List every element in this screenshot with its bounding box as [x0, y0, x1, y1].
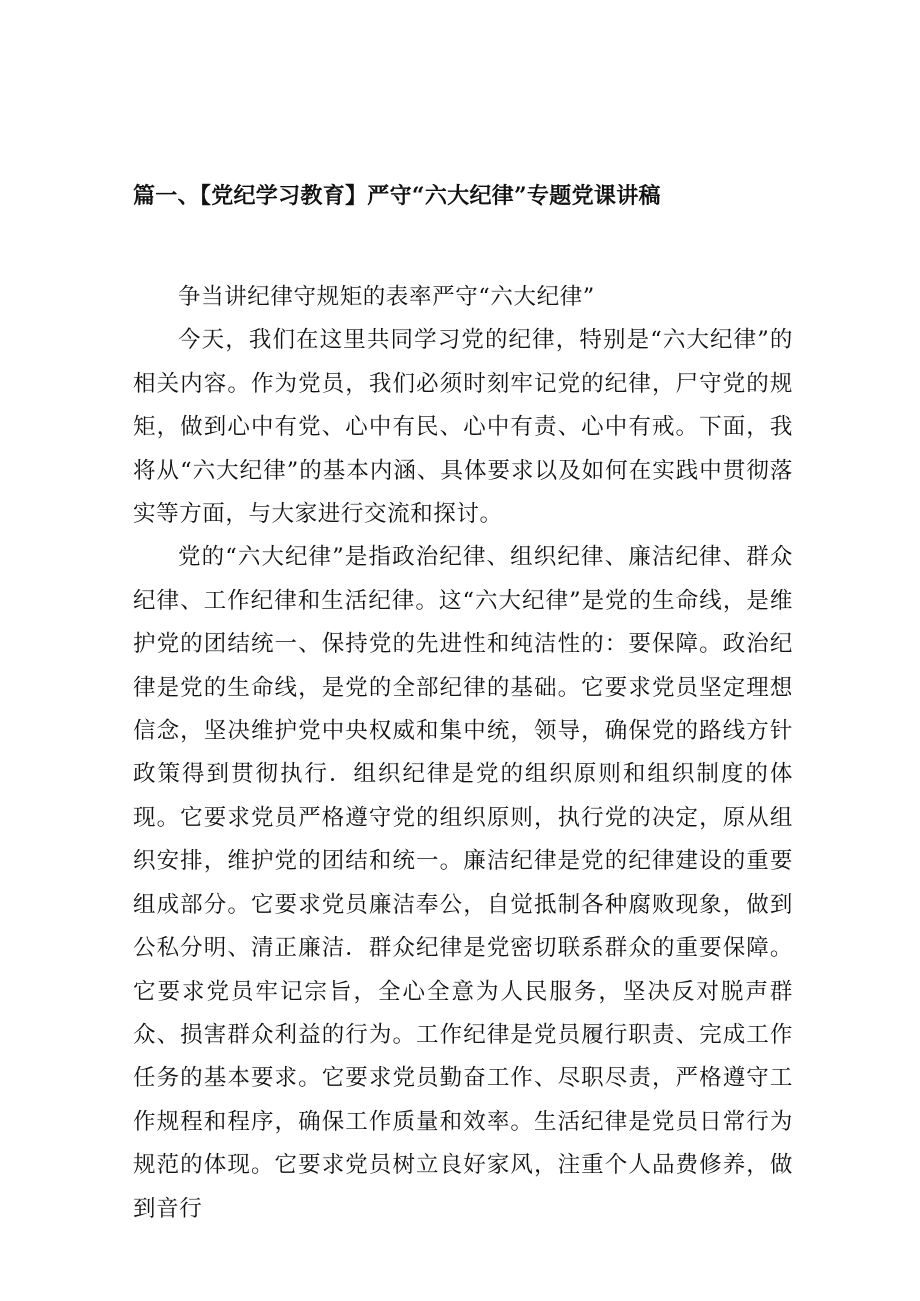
- document-title: 篇一、【党纪学习教育】严守“六大纪律”专题党课讲稿: [133, 183, 661, 209]
- document-body: [133, 276, 793, 1231]
- paragraph-six-disciplines: 党的“六大纪律”是指政治纪律、组织纪律、廉洁纪律、群众纪律、工作纪律和生活纪律。这“六大纪律”是党的生命线，是维护党的团结统一、保持党的先进性和纯洁性的：要保障。政治纪律是党的生命线，是党的全部纪律的基础。它要求党员坚定理想信念，坚决维护党中央权威和集中统，领导，确保党的路线方针政策得到贯彻执行．组织纪律是党的组织原则和组织制度的体现。它要求党员严格遵守党的组织原则，执行党的决定，原从组织安排，维护党的团结和统一。廉洁纪律是党的纪律建设的重要组成部分。它要求党员廉洁奉公，自觉抵制各种腐败现象，做到公私分明、清正廉洁．群众纪律是党密切联系群众的重要保障。它要求党员牢记宗旨，全心全意为人民服务，坚决反对脱声群众、损害群众利益的行为。工作纪律是党员履行职责、完成工作任务的基本要求。它要求党员勤奋工作、尽职尽责，严格遵守工作规程和程序，确保工作质量和效率。生活纪律是党员日常行为规范的体现。它要求党员树立良好家风，注重个人品费修养，做到音行: [133, 544, 793, 1222]
- paragraph-intro: 今天，我们在这里共同学习党的纪律，特别是“六大纪律”的相关内容。作为党员，我们必须时刻牢记党的纪律，尸守党的规矩，做到心中有党、心中有民、心中有责、心中有戒。下面，我将从“六大纪律”的基本内涵、具体要求以及如何在实践中贯彻落实等方面，与大家进行交流和探讨。: [133, 327, 793, 528]
- speech-subtitle: 争当讲纪律守规矩的表率严守“六大纪律”: [178, 284, 595, 310]
